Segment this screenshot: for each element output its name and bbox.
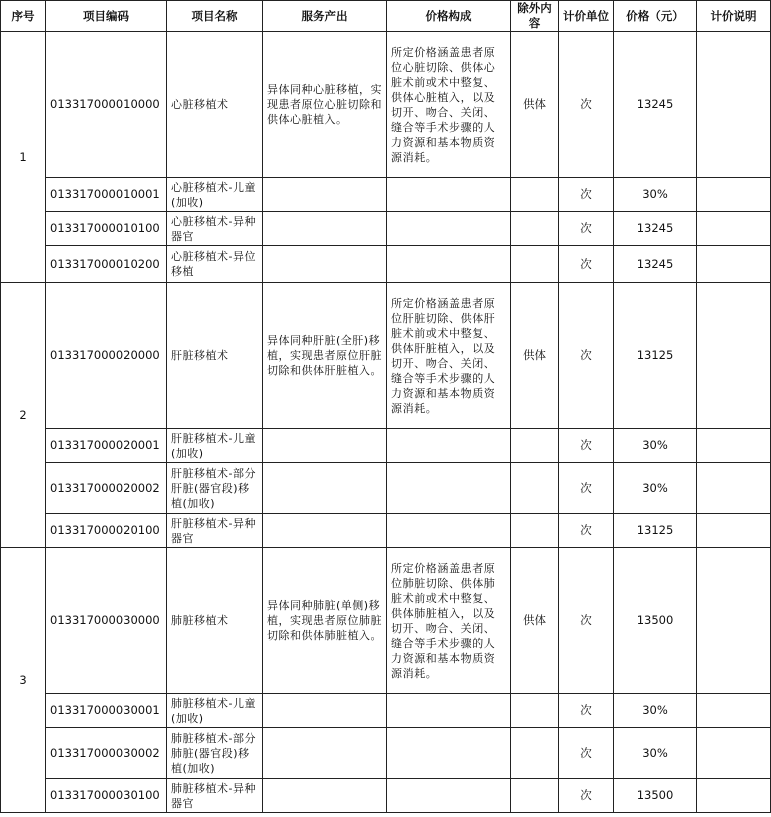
table-row <box>1 728 771 779</box>
price-composition <box>387 178 511 212</box>
price-note <box>697 429 771 463</box>
header-composition: 价格构成 <box>387 1 511 32</box>
table-row <box>1 246 771 283</box>
unit: 次 <box>559 246 614 283</box>
price-composition <box>387 246 511 283</box>
item-code: 013317000010200 <box>46 246 167 283</box>
table-row <box>1 283 771 429</box>
item-code: 013317000030001 <box>46 694 167 728</box>
exclusion: 供体 <box>511 32 559 178</box>
item-name: 肝脏移植术-异种器官 <box>167 514 263 548</box>
service-output <box>263 694 387 728</box>
header-exclusion: 除外内容 <box>511 1 559 32</box>
price: 13500 <box>614 779 697 813</box>
table-row <box>1 429 771 463</box>
exclusion <box>511 246 559 283</box>
item-name: 心脏移植术-异种器官 <box>167 212 263 246</box>
item-name: 心脏移植术 <box>167 32 263 178</box>
header-row <box>1 1 771 32</box>
item-code: 013317000020100 <box>46 514 167 548</box>
price: 13125 <box>614 514 697 548</box>
price-note <box>697 178 771 212</box>
price-composition <box>387 429 511 463</box>
item-name: 心脏移植术-儿童(加收) <box>167 178 263 212</box>
unit: 次 <box>559 178 614 212</box>
price-note <box>697 779 771 813</box>
table-row <box>1 463 771 514</box>
table-row <box>1 694 771 728</box>
unit: 次 <box>559 548 614 694</box>
header-note: 计价说明 <box>697 1 771 32</box>
table-row <box>1 779 771 813</box>
price-note <box>697 246 771 283</box>
unit: 次 <box>559 514 614 548</box>
price: 30% <box>614 694 697 728</box>
service-output <box>263 463 387 514</box>
exclusion <box>511 694 559 728</box>
header-code: 项目编码 <box>46 1 167 32</box>
unit: 次 <box>559 429 614 463</box>
table-row <box>1 548 771 694</box>
group-seq: 3 <box>1 548 46 813</box>
price-note <box>697 548 771 694</box>
service-output <box>263 514 387 548</box>
price-note <box>697 32 771 178</box>
unit: 次 <box>559 463 614 514</box>
price-composition <box>387 514 511 548</box>
unit: 次 <box>559 283 614 429</box>
header-seq: 序号 <box>1 1 46 32</box>
item-code: 013317000030002 <box>46 728 167 779</box>
exclusion <box>511 212 559 246</box>
unit: 次 <box>559 32 614 178</box>
price-composition <box>387 728 511 779</box>
exclusion <box>511 429 559 463</box>
price: 30% <box>614 429 697 463</box>
item-name: 肺脏移植术 <box>167 548 263 694</box>
item-name: 肺脏移植术-异种器官 <box>167 779 263 813</box>
item-code: 013317000010001 <box>46 178 167 212</box>
item-code: 013317000020001 <box>46 429 167 463</box>
price: 13500 <box>614 548 697 694</box>
price: 13125 <box>614 283 697 429</box>
price: 13245 <box>614 212 697 246</box>
exclusion: 供体 <box>511 548 559 694</box>
service-output: 异体同种心脏移植，实现患者原位心脏切除和供体心脏植入。 <box>263 32 387 178</box>
price-composition <box>387 463 511 514</box>
service-output <box>263 779 387 813</box>
header-name: 项目名称 <box>167 1 263 32</box>
unit: 次 <box>559 779 614 813</box>
price: 13245 <box>614 32 697 178</box>
item-code: 013317000010000 <box>46 32 167 178</box>
price: 30% <box>614 463 697 514</box>
unit: 次 <box>559 728 614 779</box>
group-seq: 2 <box>1 283 46 548</box>
item-code: 013317000020002 <box>46 463 167 514</box>
service-output: 异体同种肝脏(全肝)移植，实现患者原位肝脏切除和供体肝脏植入。 <box>263 283 387 429</box>
item-code: 013317000020000 <box>46 283 167 429</box>
price-note <box>697 694 771 728</box>
service-output <box>263 246 387 283</box>
exclusion <box>511 463 559 514</box>
unit: 次 <box>559 694 614 728</box>
table-row <box>1 178 771 212</box>
price-note <box>697 728 771 779</box>
exclusion <box>511 178 559 212</box>
item-name: 肝脏移植术-儿童(加收) <box>167 429 263 463</box>
service-output <box>263 728 387 779</box>
price-composition <box>387 694 511 728</box>
price-note <box>697 212 771 246</box>
item-code: 013317000030100 <box>46 779 167 813</box>
price: 30% <box>614 178 697 212</box>
price-composition <box>387 779 511 813</box>
item-name: 肝脏移植术 <box>167 283 263 429</box>
table-row <box>1 212 771 246</box>
exclusion <box>511 514 559 548</box>
table-row <box>1 32 771 178</box>
price-note <box>697 283 771 429</box>
header-output: 服务产出 <box>263 1 387 32</box>
service-output <box>263 429 387 463</box>
price-note <box>697 463 771 514</box>
item-name: 肺脏移植术-儿童(加收) <box>167 694 263 728</box>
item-name: 肺脏移植术-部分肺脏(器官段)移植(加收) <box>167 728 263 779</box>
service-output: 异体同种肺脏(单侧)移植，实现患者原位肺脏切除和供体肺脏植入。 <box>263 548 387 694</box>
exclusion <box>511 779 559 813</box>
unit: 次 <box>559 212 614 246</box>
item-name: 肝脏移植术-部分肝脏(器官段)移植(加收) <box>167 463 263 514</box>
price-composition <box>387 212 511 246</box>
price-composition: 所定价格涵盖患者原位心脏切除、供体心脏术前或术中整复、供体心脏植入，以及切开、吻合、关闭、缝合等手术步骤的人力资源和基本物质资源消耗。 <box>387 32 511 178</box>
exclusion: 供体 <box>511 283 559 429</box>
item-name: 心脏移植术-异位移植 <box>167 246 263 283</box>
group-seq: 1 <box>1 32 46 283</box>
exclusion <box>511 728 559 779</box>
item-code: 013317000030000 <box>46 548 167 694</box>
price-composition: 所定价格涵盖患者原位肝脏切除、供体肝脏术前或术中整复、供体肝脏植入，以及切开、吻合、关闭、缝合等手术步骤的人力资源和基本物质资源消耗。 <box>387 283 511 429</box>
table-row <box>1 514 771 548</box>
service-output <box>263 178 387 212</box>
price-note <box>697 514 771 548</box>
service-output <box>263 212 387 246</box>
price: 13245 <box>614 246 697 283</box>
header-price: 价格（元） <box>614 1 697 32</box>
price-composition: 所定价格涵盖患者原位肺脏切除、供体肺脏术前或术中整复、供体肺脏植入，以及切开、吻合、关闭、缝合等手术步骤的人力资源和基本物质资源消耗。 <box>387 548 511 694</box>
item-code: 013317000010100 <box>46 212 167 246</box>
price: 30% <box>614 728 697 779</box>
header-unit: 计价单位 <box>559 1 614 32</box>
